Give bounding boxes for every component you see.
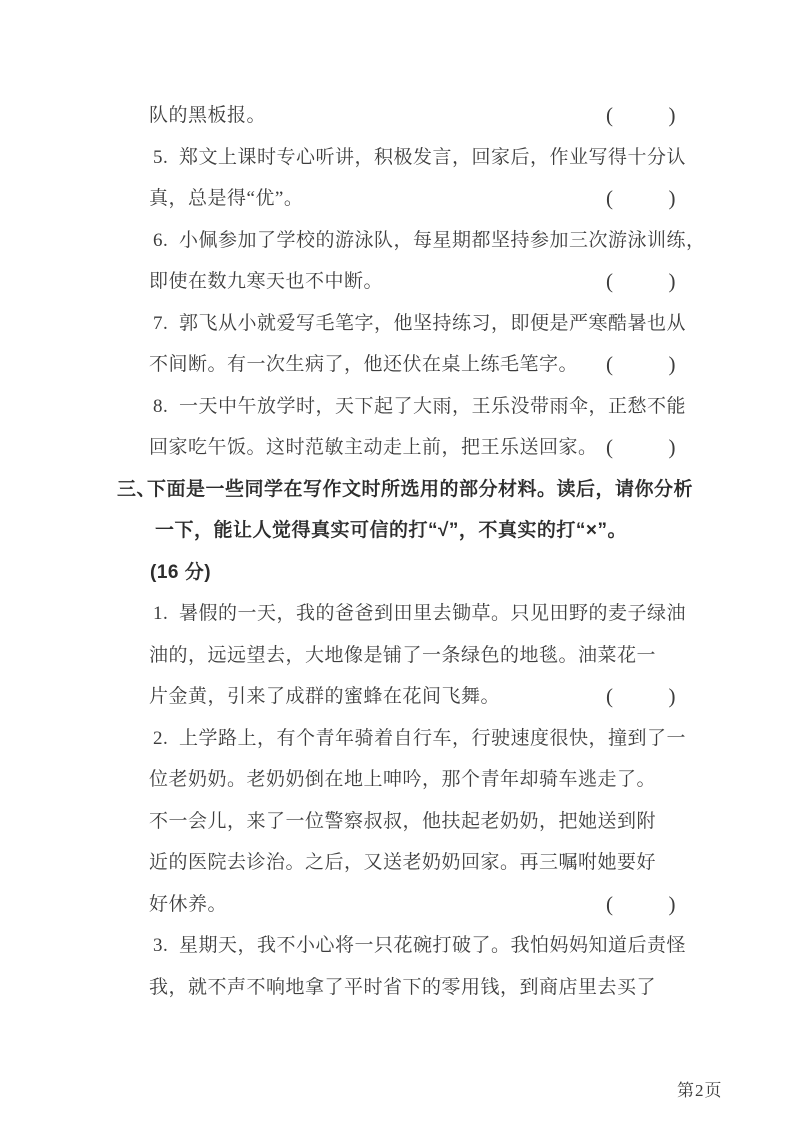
answer-blank bbox=[606, 178, 676, 220]
answer-blank-open: ( bbox=[606, 269, 614, 293]
line-text: 郭飞从小就爱写毛笔字，他坚持练习，即便是严寒酷暑也从 bbox=[179, 312, 687, 334]
answer-blank bbox=[606, 676, 676, 718]
line-text: 好休养。 bbox=[149, 893, 228, 915]
answer-blank-open: ( bbox=[606, 684, 614, 708]
line-text: 我，就不声不响地拿了平时省下的零用钱，到商店里去买了 bbox=[149, 976, 657, 998]
item-line-7 bbox=[0, 303, 793, 345]
item-number: 1. bbox=[153, 603, 169, 624]
text-line bbox=[0, 427, 793, 469]
text-line bbox=[0, 801, 793, 843]
answer-blank bbox=[606, 95, 676, 137]
worksheet-body bbox=[0, 95, 793, 1008]
answer-blank-close: ) bbox=[668, 891, 676, 916]
answer-blank-close: ) bbox=[668, 186, 676, 210]
answer-blank-open: ( bbox=[606, 352, 614, 376]
answer-blank-open: ( bbox=[606, 186, 614, 210]
line-text: 回家吃午饭。这时范敏主动走上前，把王乐送回家。 bbox=[149, 437, 598, 458]
item-number: 5. bbox=[153, 146, 169, 168]
line-text: 小佩参加了学校的游泳队，每星期都坚持参加三次游泳训练， bbox=[179, 229, 706, 251]
line-text: 队的黑板报。 bbox=[149, 105, 267, 126]
answer-blank-close: ) bbox=[668, 269, 676, 293]
text-line bbox=[0, 344, 793, 386]
text-line bbox=[0, 95, 793, 137]
item-line-5 bbox=[0, 137, 793, 179]
answer-blank bbox=[606, 884, 676, 926]
line-text: 星期天，我不小心将一只花碗打破了。我怕妈妈知道后责怪 bbox=[179, 935, 687, 956]
answer-blank-open: ( bbox=[606, 103, 614, 127]
text-line bbox=[0, 967, 793, 1009]
line-text: 郑文上课时专心听讲，积极发言，回家后，作业写得十分认 bbox=[179, 146, 687, 168]
answer-blank-close: ) bbox=[668, 684, 676, 708]
answer-blank-open: ( bbox=[606, 891, 614, 916]
line-text: 片金黄，引来了成群的蜜蜂在花间飞舞。 bbox=[149, 686, 501, 707]
line-text: 下面是一些同学在写作文时所选用的部分材料。读后，请你分析 bbox=[147, 478, 694, 500]
text-line bbox=[0, 178, 793, 220]
section-number: 三、 bbox=[117, 478, 157, 500]
item-number: 8. bbox=[153, 395, 169, 417]
item-line-3 bbox=[0, 925, 793, 967]
item-line-6 bbox=[0, 220, 793, 262]
line-text: 不间断。有一次生病了，他还伏在桌上练毛笔字。 bbox=[149, 354, 579, 375]
line-text: 油的，远远望去，大地像是铺了一条绿色的地毯。油菜花一 bbox=[149, 644, 657, 666]
answer-blank bbox=[606, 427, 676, 469]
line-text: 一下，能让人觉得真实可信的打“√”，不真实的打“×”。 bbox=[155, 520, 628, 541]
text-line bbox=[0, 676, 793, 718]
answer-blank bbox=[606, 344, 676, 386]
line-text: 上学路上，有个青年骑着自行车，行驶速度很快，撞到了一 bbox=[179, 727, 687, 749]
line-text: 暑假的一天，我的爸爸到田里去锄草。只见田野的麦子绿油 bbox=[179, 603, 687, 624]
answer-blank-close: ) bbox=[668, 435, 676, 459]
section-heading-line bbox=[0, 510, 793, 552]
line-text: 不一会儿，来了一位警察叔叔，他扶起老奶奶，把她送到附 bbox=[149, 810, 657, 832]
answer-blank-open: ( bbox=[606, 435, 614, 459]
item-number: 6. bbox=[153, 229, 169, 251]
item-line-8 bbox=[0, 386, 793, 428]
line-text: 近的医院去诊治。之后，又送老奶奶回家。再三嘱咐她要好 bbox=[149, 852, 657, 873]
text-line bbox=[0, 261, 793, 303]
text-line bbox=[0, 635, 793, 677]
line-text: 一天中午放学时，天下起了大雨，王乐没带雨伞，正愁不能 bbox=[179, 395, 687, 417]
line-text: 即使在数九寒天也不中断。 bbox=[149, 271, 384, 292]
item-number: 7. bbox=[153, 312, 169, 334]
item-number: 3. bbox=[153, 935, 169, 956]
text-line bbox=[0, 884, 793, 926]
item-line-1 bbox=[0, 593, 793, 635]
page-number: 第2页 bbox=[677, 1081, 723, 1100]
section-heading-line bbox=[0, 552, 793, 594]
answer-blank-close: ) bbox=[668, 352, 676, 376]
text-line bbox=[0, 842, 793, 884]
section-heading bbox=[0, 469, 793, 511]
answer-blank bbox=[606, 261, 676, 303]
line-text: (16 分) bbox=[150, 561, 212, 583]
line-text: 真，总是得“优”。 bbox=[149, 188, 304, 209]
item-number: 2. bbox=[153, 727, 169, 749]
line-text: 位老奶奶。老奶奶倒在地上呻吟，那个青年却骑车逃走了。 bbox=[149, 769, 657, 790]
item-line-2 bbox=[0, 718, 793, 760]
text-line bbox=[0, 759, 793, 801]
answer-blank-close: ) bbox=[668, 103, 676, 127]
